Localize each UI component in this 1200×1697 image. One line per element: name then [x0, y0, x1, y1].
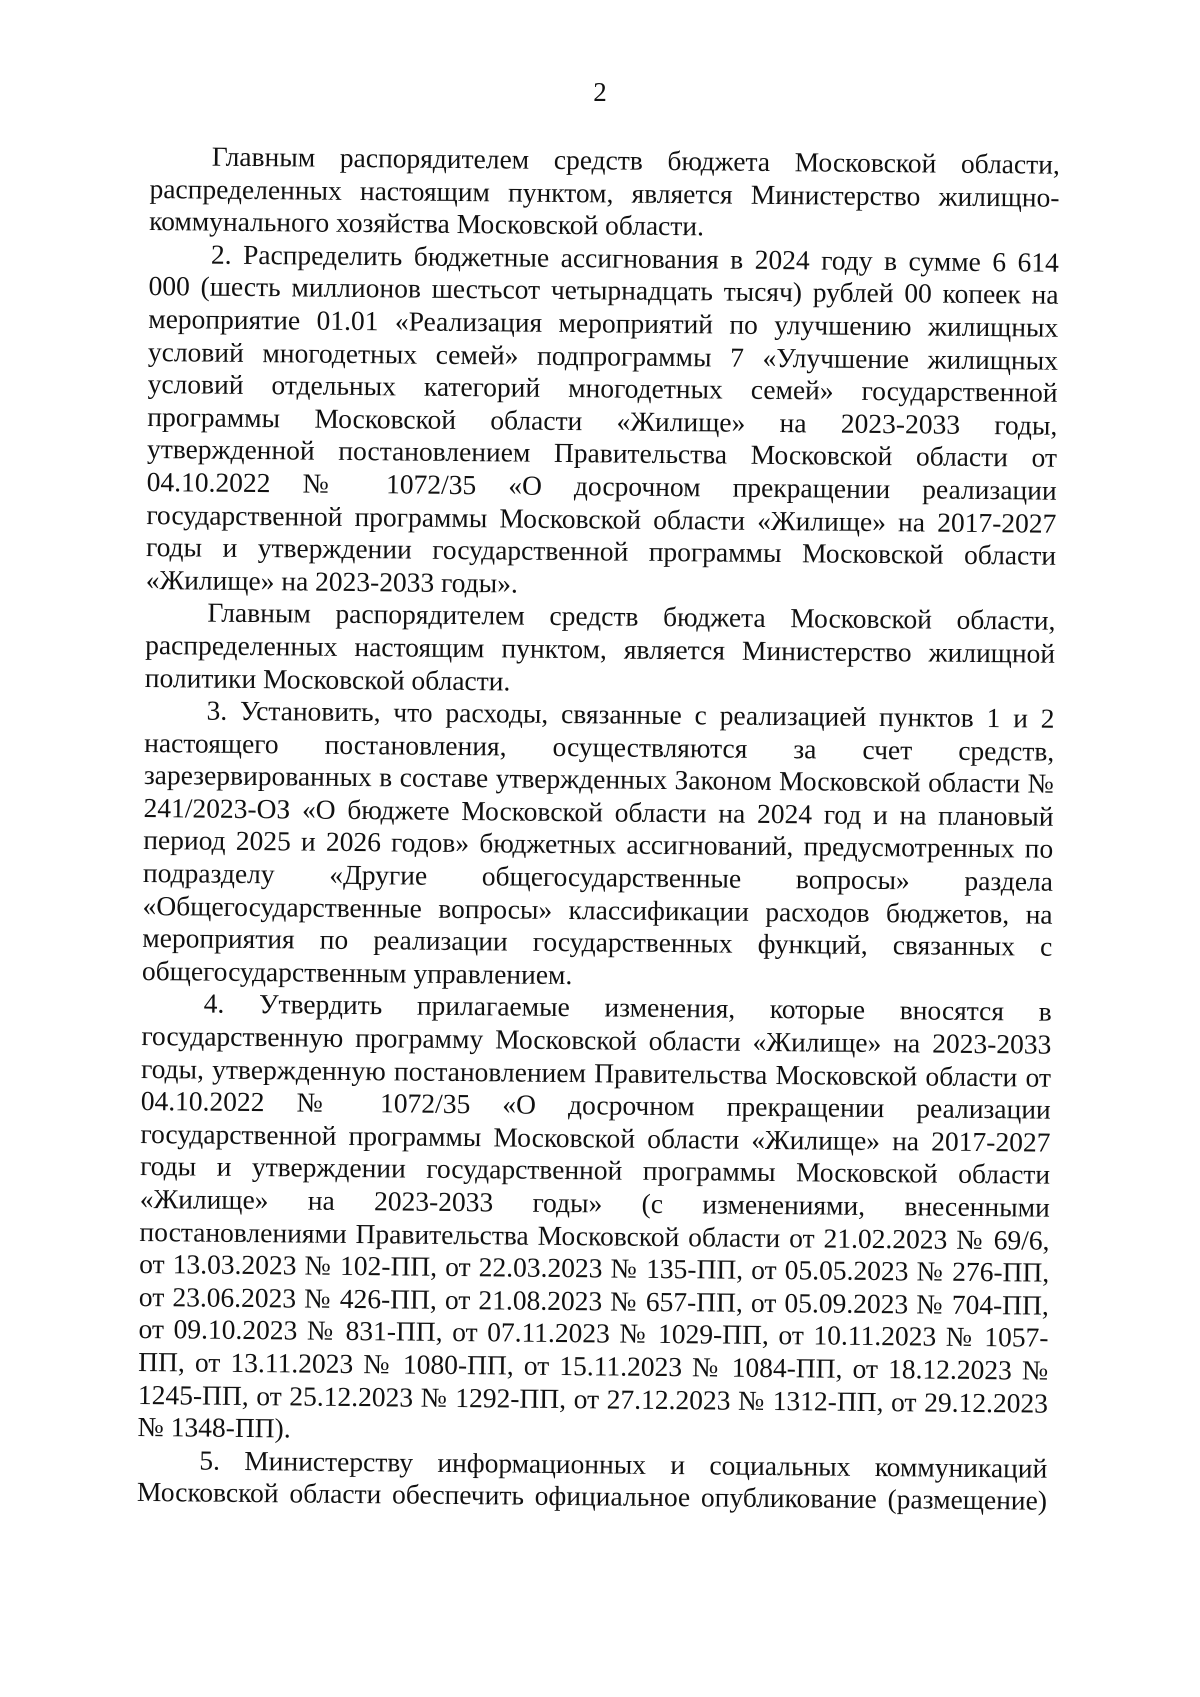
- paragraph-item-2: 2. Распределить бюджетные ассигнования в 2024 году в сумме 6 614 000 (шесть миллионов шестьсот четырнадцать тысяч) рублей 00 копеек на мероприятие 01.01 «Реализация мероприятий по улучшению жилищных условий многодетных семей» подпрограммы 7 «Улучшение жилищных условий отдельных категорий многодетных семей» государственной программы Московской области «Жилище» на 2023-2033 годы, утвержденной постановлением Правительства Московской области от 04.10.2022 № 1072/35 «О досрочном прекращении реализации государственной программы Московской области «Жилище» на 2017-2027 годы и утверждении государственной программы Московской области «Жилище» на 2023-2033 годы».: [145, 238, 1060, 599]
- paragraph-item-5: 5. Министерству информационных и социальных коммуникаций Московской области обеспечить официальное опубликование (размещение): [136, 1444, 1048, 1517]
- page-number: 2: [593, 77, 607, 107]
- paragraph-item-3: 3. Установить, что расходы, связанные с реализацией пунктов 1 и 2 настоящего постановления, осуществляются за счет средств, зарезервированных в составе утвержденных Законом Московской области № 241/2023-ОЗ «О бюджете Московской области на 2024 год и на плановый период 2025 и 2026 годов» бюджетных ассигнований, предусмотренных по подразделу «Другие общегосударственные вопросы» раздела «Общегосударственные вопросы» классификации расходов бюджетов, на мероприятия по реализации государственных функций, связанных с общегосударственным управлением.: [141, 694, 1055, 990]
- paragraph-chief-administrator-housing-utilities: Главным распорядителем средств бюджета Московской области, распределенных настоящим пунктом, является Министерство жилищно-коммунального хозяйства Московской области.: [149, 140, 1060, 242]
- paragraph-chief-administrator-housing-policy: Главным распорядителем средств бюджета Московской области, распределенных настоящим пунктом, является Министерство жилищной политики Московской области.: [144, 596, 1056, 696]
- document-body: [137, 140, 1060, 1518]
- paragraph-item-4: 4. Утвердить прилагаемые изменения, которые вносятся в государственную программу Московской области «Жилище» на 2023-2033 годы, утвержденную постановлением Правительства Московской области от 04.10.2022 № 1072/35 «О досрочном прекращении реализации государственной программы Московской области «Жилище» на 2017-2027 годы и утверждении государственной программы Московской области «Жилище» на 2023-2033 годы» (с изменениями, внесенными постановлениями Правительства Московской области от 21.02.2023 № 69/6, от 13.03.2023 № 102-ПП, от 22.03.2023 № 135-ПП, от 05.05.2023 № 276-ПП, от 23.06.2023 № 426-ПП, от 21.08.2023 № 657-ПП, от 05.09.2023 № 704-ПП, от 09.10.2023 № 831-ПП, от 07.11.2023 № 1029-ПП, от 10.11.2023 № 1057-ПП, от 13.11.2023 № 1080-ПП, от 15.11.2023 № 1084-ПП, от 18.12.2023 № 1245-ПП, от 25.12.2023 № 1292-ПП, от 27.12.2023 № 1312-ПП, от 29.12.2023 № 1348-ПП).: [137, 987, 1052, 1444]
